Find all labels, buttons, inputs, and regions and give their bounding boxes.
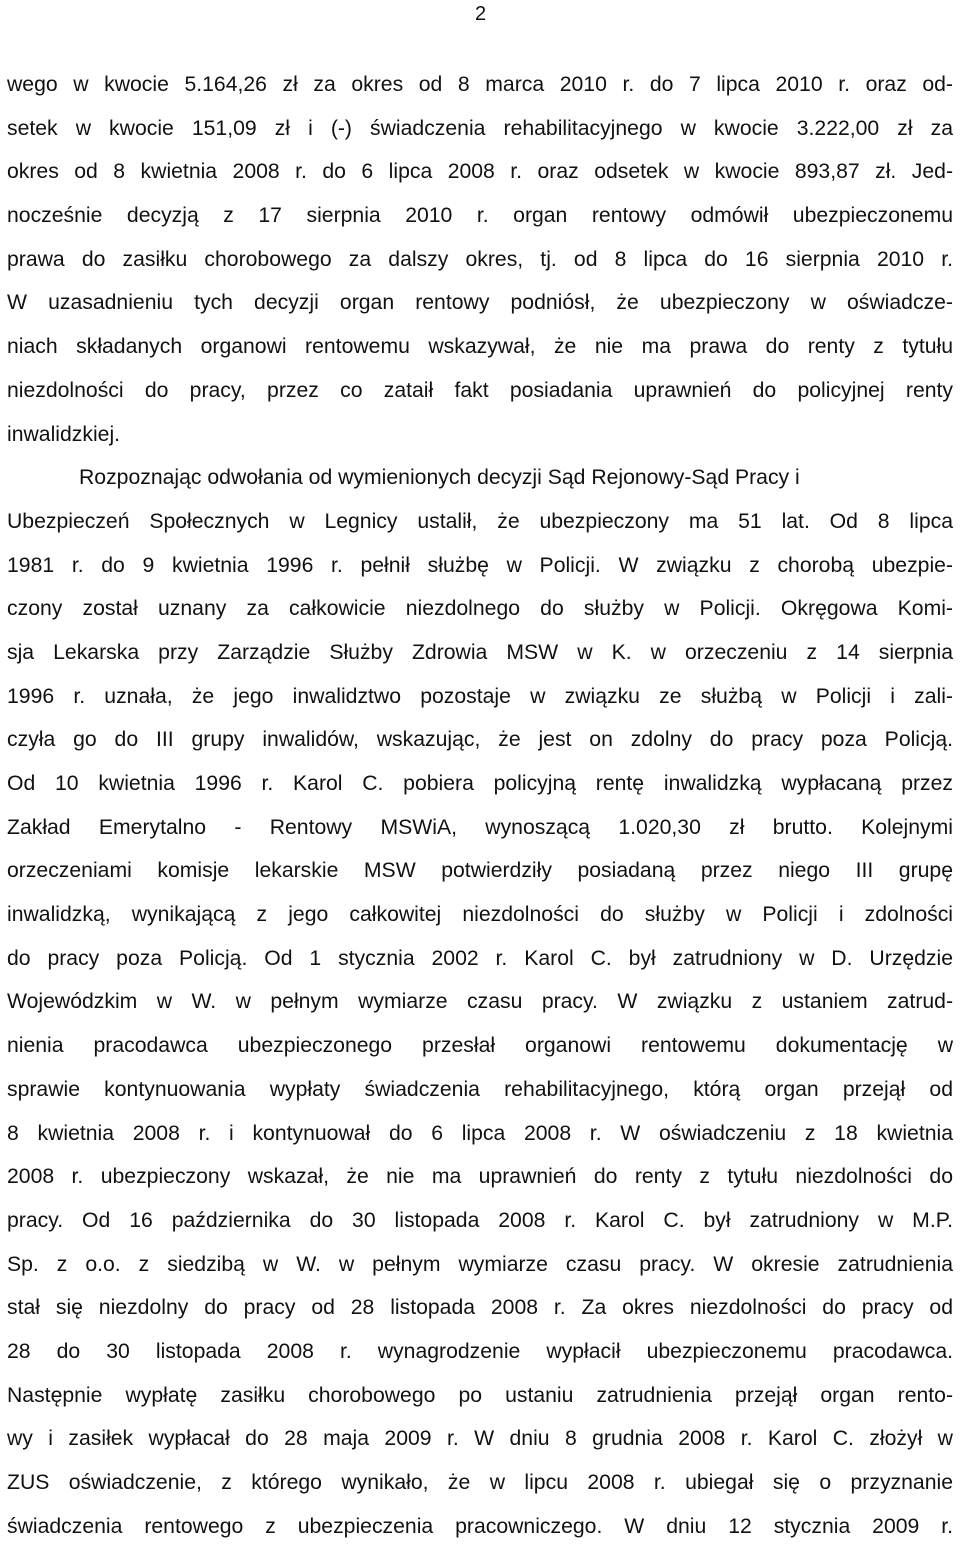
text-line: pracy. Od 16 października do 30 listopada 2008 r. Karol C. był zatrudniony w M.P. [7,1208,953,1232]
text-line: Sp. z o.o. z siedzibą w W. w pełnym wymiarze czasu pracy. W okresie zatrudnienia [7,1252,953,1276]
text-line: 1981 r. do 9 kwietnia 1996 r. pełnił służbę w Policji. W związku z chorobą ubezpie- [7,553,953,577]
text-line: do pracy poza Policją. Od 1 stycznia 2002 r. Karol C. był zatrudniony w D. Urzędzie [7,946,953,970]
text-line: sja Lekarska przy Zarządzie Służby Zdrowia MSW w K. w orzeczeniu z 14 sierpnia [7,640,953,664]
text-line: 1996 r. uznała, że jego inwalidztwo pozostaje w związku ze służbą w Policji i zali- [7,684,953,708]
text-line: stał się niezdolny do pracy od 28 listopada 2008 r. Za okres niezdolności do pracy od [7,1296,953,1320]
text-line: okres od 8 kwietnia 2008 r. do 6 lipca 2008 r. oraz odsetek w kwocie 893,87 zł. Jed- [7,160,953,184]
text-line: Zakład Emerytalno - Rentowy MSWiA, wynoszącą 1.020,30 zł brutto. Kolejnymi [7,815,953,839]
text-line: Od 10 kwietnia 1996 r. Karol C. pobiera policyjną rentę inwalidzką wypłacaną przez [7,772,953,795]
text-line: wy i zasiłek wypłacał do 28 maja 2009 r. W dniu 8 grudnia 2008 r. Karol C. złożył w [7,1427,953,1451]
text-line: Ubezpieczeń Społecznych w Legnicy ustalił, że ubezpieczony ma 51 lat. Od 8 lipca [7,509,953,533]
text-line: świadczenia rentowego z ubezpieczenia pracowniczego. W dniu 12 stycznia 2009 r. [7,1514,953,1538]
text-line: W uzasadnieniu tych decyzji organ rentowy podniósł, że ubezpieczony w oświadcze- [7,291,953,315]
text-line: setek w kwocie 151,09 zł i (-) świadczenia rehabilitacyjnego w kwocie 3.222,00 zł za [7,116,953,140]
text-line: czyła go do III grupy inwalidów, wskazując, że jest on zdolny do pracy poza Policją. [7,728,953,752]
text-line: sprawie kontynuowania wypłaty świadczenia rehabilitacyjnego, którą organ przejął od [7,1077,953,1101]
text-line: Rozpoznając odwołania od wymienionych decyzji Sąd Rejonowy-Sąd Pracy i [79,466,800,490]
text-line: orzeczeniami komisje lekarskie MSW potwierdziły posiadaną przez niego III grupę [7,859,953,883]
text-line: Następnie wypłatę zasiłku chorobowego po ustaniu zatrudnienia przejął organ rento- [7,1383,953,1407]
text-line: inwalidzkiej. [7,422,121,446]
text-line: niach składanych organowi rentowemu wskazywał, że nie ma prawa do renty z tytułu [7,335,953,359]
text-line: 2008 r. ubezpieczony wskazał, że nie ma uprawnień do renty z tytułu niezdolności do [7,1165,953,1189]
text-line: nocześnie decyzją z 17 sierpnia 2010 r. organ rentowy odmówił ubezpieczonemu [7,204,953,228]
text-line: Wojewódzkim w W. w pełnym wymiarze czasu pracy. W związku z ustaniem zatrud- [7,990,953,1014]
text-line: 28 do 30 listopada 2008 r. wynagrodzenie wypłacił ubezpieczonemu pracodawca. [7,1339,953,1363]
text-line: niezdolności do pracy, przez co zataił fakt posiadania uprawnień do policyjnej renty [7,378,953,402]
text-line: inwalidzką, wynikającą z jego całkowitej niezdolności do służby w Policji i zdolności [7,903,953,927]
text-line: nienia pracodawca ubezpieczonego przesłał organowi rentowemu dokumentację w [7,1034,953,1058]
text-line: prawa do zasiłku chorobowego za dalszy okres, tj. od 8 lipca do 16 sierpnia 2010 r. [7,247,953,271]
text-line: wego w kwocie 5.164,26 zł za okres od 8 marca 2010 r. do 7 lipca 2010 r. oraz od- [7,73,953,96]
document-body [7,63,953,1548]
text-line: ZUS oświadczenie, z którego wynikało, że w lipcu 2008 r. ubiegał się o przyznanie [7,1471,953,1494]
text-line: czony został uznany za całkowicie niezdolnego do służby w Policji. Okręgowa Komi- [7,597,953,621]
page-number: 2 [475,3,487,25]
text-line: 8 kwietnia 2008 r. i kontynuował do 6 lipca 2008 r. W oświadczeniu z 18 kwietnia [7,1121,953,1145]
